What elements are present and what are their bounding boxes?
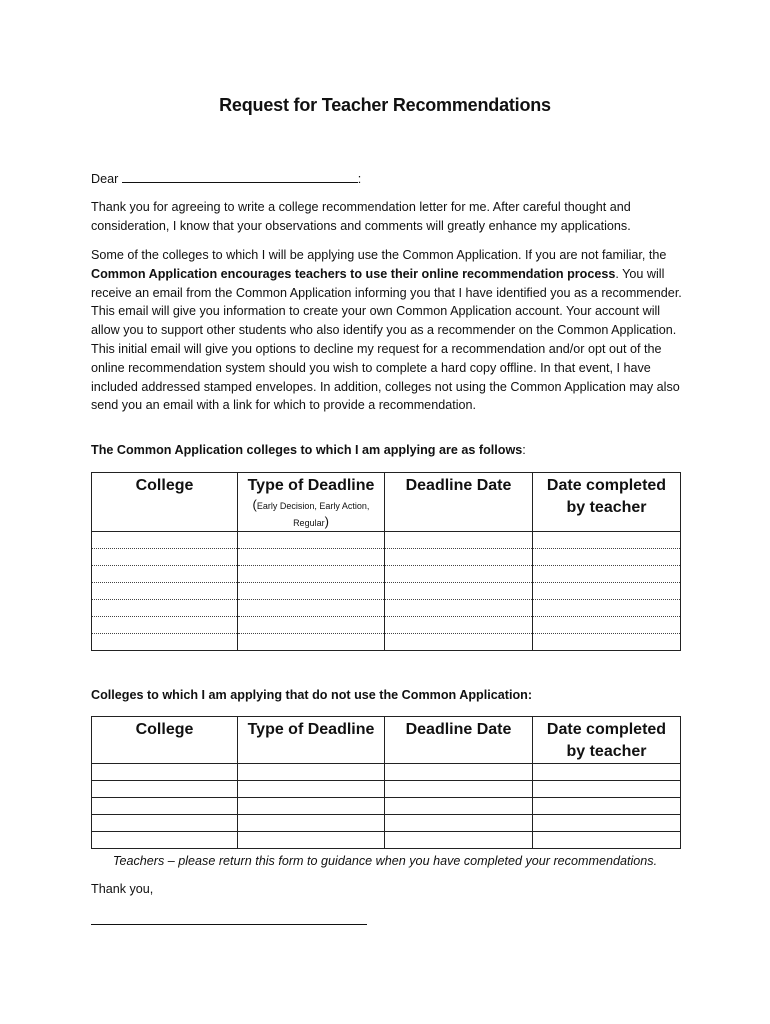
table-cell[interactable] — [533, 764, 681, 781]
column-college-label: College — [135, 721, 194, 738]
table-cell[interactable] — [238, 617, 385, 634]
table-cell[interactable] — [238, 815, 385, 832]
common-app-bold-text: Common Application encourages teachers to use their online recommendation process — [91, 266, 616, 281]
table-cell[interactable] — [92, 566, 238, 583]
table-row — [92, 549, 681, 566]
common-app-heading-colon: : — [522, 443, 526, 457]
table-header-row — [92, 717, 681, 764]
common-app-heading-text: The Common Application colleges to which I am applying are as follows — [91, 443, 523, 457]
table-cell[interactable] — [92, 583, 238, 600]
column-date-label: Deadline Date — [405, 477, 512, 494]
column-type-of-deadline — [238, 473, 385, 532]
table-cell[interactable] — [533, 832, 681, 849]
table-cell[interactable] — [533, 532, 681, 549]
table-cell[interactable] — [92, 549, 238, 566]
table-cell[interactable] — [533, 798, 681, 815]
table-header-row — [92, 473, 681, 532]
table-cell[interactable] — [92, 781, 238, 798]
table-cell[interactable] — [238, 566, 385, 583]
table-cell[interactable] — [92, 832, 238, 849]
signature-line[interactable] — [91, 924, 367, 925]
note-text: Early Decision, Early Action, Regular — [256, 501, 370, 528]
table-row — [92, 798, 681, 815]
table-cell[interactable] — [92, 634, 238, 651]
table-cell[interactable] — [385, 566, 533, 583]
column-deadline-date — [385, 473, 533, 532]
table-cell[interactable] — [238, 532, 385, 549]
table-row — [92, 532, 681, 549]
table-cell[interactable] — [533, 600, 681, 617]
table-cell[interactable] — [385, 583, 533, 600]
table-cell[interactable] — [238, 798, 385, 815]
table-cell[interactable] — [238, 634, 385, 651]
intro-paragraph: Thank you for agreeing to write a college recommendation letter for me. After careful thought and consideration, I know that your observations and comments will greatly enhance my applications. — [91, 200, 631, 233]
table-cell[interactable] — [92, 815, 238, 832]
table-row — [92, 634, 681, 651]
closing-text: Thank you, — [91, 882, 154, 896]
common-app-text-part1: Some of the colleges to which I will be applying use the Common Application. If you are not familiar, the — [91, 248, 667, 262]
table-cell[interactable] — [238, 549, 385, 566]
table-cell[interactable] — [533, 583, 681, 600]
table-cell[interactable] — [92, 532, 238, 549]
table-cell[interactable] — [385, 798, 533, 815]
salutation-line — [91, 170, 691, 189]
table-cell[interactable] — [385, 634, 533, 651]
table-row — [92, 815, 681, 832]
table-cell[interactable] — [385, 832, 533, 849]
note-close-paren: ) — [324, 514, 329, 529]
column-college — [92, 473, 238, 532]
table-row — [92, 583, 681, 600]
table-row — [92, 781, 681, 798]
column-completed-label: Date completed by teacher — [546, 477, 667, 516]
common-app-text-part2: . You will receive an email from the Common Application informing you that I have identified you as a recommender. This email will give you information to create your own Common Application account. Your account will allow you to support other students who also identify you as a recommender on the Common Application. This initial email will give you options to decline my request for a recommendation and/or opt out of the online recommendation system should you wish to complete a hard copy offline. In that event, I have included addressed stamped envelopes. In addition, colleges not using the Common Application may also send you an email with a link for which to provide a recommendation. — [91, 266, 682, 413]
column-type-label: Type of Deadline — [247, 721, 375, 738]
table-cell[interactable] — [533, 815, 681, 832]
column-date-completed — [533, 473, 681, 532]
table-cell[interactable] — [385, 549, 533, 566]
column-date-completed — [533, 717, 681, 764]
common-app-colleges-table — [91, 472, 681, 651]
note-open-paren: ( — [252, 497, 257, 512]
table-cell[interactable] — [238, 781, 385, 798]
table-cell[interactable] — [92, 764, 238, 781]
table-cell[interactable] — [385, 617, 533, 634]
table-cell[interactable] — [533, 549, 681, 566]
deadline-type-note — [238, 497, 384, 531]
column-type-label: Type of Deadline — [247, 477, 375, 494]
common-app-colleges-heading — [91, 443, 526, 457]
page-title: Request for Teacher Recommendations — [219, 95, 551, 115]
table-row — [92, 617, 681, 634]
table-cell[interactable] — [533, 634, 681, 651]
table-cell[interactable] — [238, 832, 385, 849]
table-cell[interactable] — [533, 617, 681, 634]
column-date-label: Deadline Date — [405, 721, 512, 738]
teacher-name-blank[interactable] — [122, 170, 358, 183]
salutation-suffix: : — [357, 172, 362, 186]
table-cell[interactable] — [92, 798, 238, 815]
table-cell[interactable] — [238, 583, 385, 600]
table-cell[interactable] — [385, 532, 533, 549]
column-college — [92, 717, 238, 764]
table-row — [92, 764, 681, 781]
table-cell[interactable] — [92, 617, 238, 634]
column-deadline-date — [385, 717, 533, 764]
table-row — [92, 566, 681, 583]
column-type-of-deadline — [238, 717, 385, 764]
common-app-paragraph — [91, 246, 691, 415]
table-cell[interactable] — [533, 781, 681, 798]
column-college-label: College — [135, 477, 194, 494]
table-cell[interactable] — [385, 815, 533, 832]
column-completed-label: Date completed by teacher — [546, 721, 667, 760]
table-cell[interactable] — [92, 600, 238, 617]
table-cell[interactable] — [238, 600, 385, 617]
non-common-app-colleges-heading: Colleges to which I am applying that do not use the Common Application: — [91, 688, 533, 702]
table-cell[interactable] — [385, 764, 533, 781]
return-instruction: Teachers – please return this form to guidance when you have completed your recommendations. — [112, 854, 658, 868]
table-cell[interactable] — [238, 764, 385, 781]
table-cell[interactable] — [385, 781, 533, 798]
non-common-app-colleges-table — [91, 716, 681, 849]
table-row — [92, 600, 681, 617]
table-row — [92, 832, 681, 849]
salutation-prefix: Dear — [91, 172, 119, 186]
table-cell[interactable] — [533, 566, 681, 583]
table-cell[interactable] — [385, 600, 533, 617]
